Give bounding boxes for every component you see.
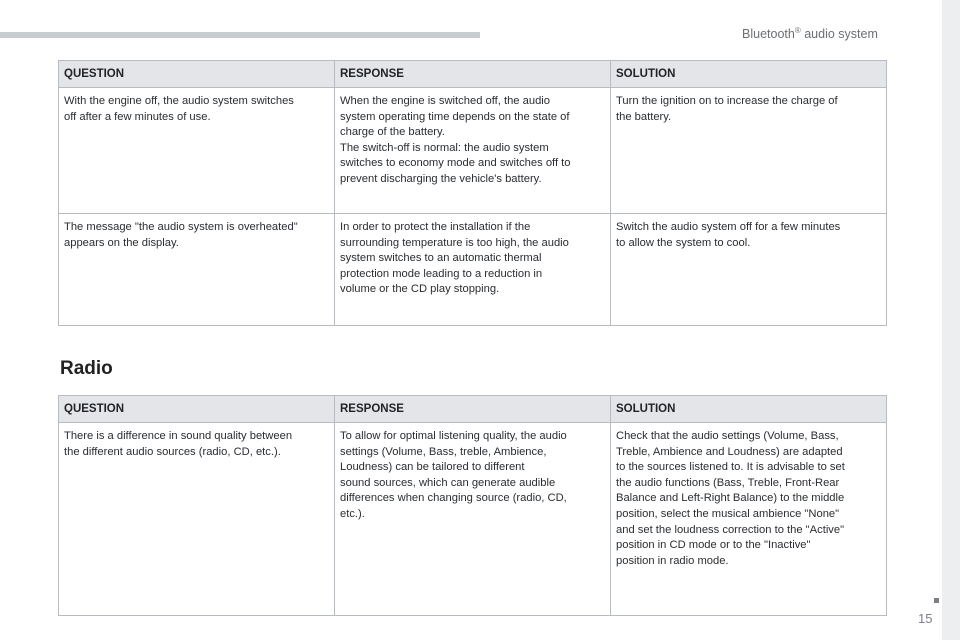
page-marker-dot	[934, 598, 939, 603]
column-header-response: RESPONSE	[335, 61, 611, 88]
response-cell: To allow for optimal listening quality, the audio settings (Volume, Bass, treble, Ambience, Loudness) can be tailored to different sound sources, which can generate audible differences when changing source (radio, CD, etc.).	[335, 423, 611, 616]
page-edge-strip	[942, 0, 960, 640]
page-number: 15	[918, 611, 933, 626]
page-header-title: Bluetooth® audio system	[742, 26, 878, 42]
table-header-row	[59, 396, 887, 423]
response-cell: In order to protect the installation if the surrounding temperature is too high, the audio system switches to an automatic thermal protection mode leading to a reduction in volume or the CD play stopping.	[335, 214, 611, 326]
column-header-response: RESPONSE	[335, 396, 611, 423]
table-row	[59, 423, 887, 616]
solution-cell: Turn the ignition on to increase the charge of the battery.	[611, 88, 887, 214]
response-cell: When the engine is switched off, the audio system operating time depends on the state of charge of the battery. The switch-off is normal: the audio system switches to economy mode and switches off to prevent discharging the vehicle's battery.	[335, 88, 611, 214]
table-row	[59, 214, 887, 326]
faq-table-radio	[58, 395, 887, 616]
question-cell: There is a difference in sound quality between the different audio sources (radio, CD, etc.).	[59, 423, 335, 616]
header-accent-bar	[0, 32, 480, 38]
table-header-row	[59, 61, 887, 88]
section-title-radio: Radio	[60, 358, 113, 379]
column-header-question: QUESTION	[59, 61, 335, 88]
solution-cell: Check that the audio settings (Volume, Bass, Treble, Ambience and Loudness) are adapted to the sources listened to. It is advisable to set the audio functions (Bass, Treble, Front-Rear Balance and Left-Right Balance) to the middle position, select the musical ambience "None" and set the loudness correction to the "Active" position in CD mode or to the "Inactive" position in radio mode.	[611, 423, 887, 616]
question-cell: The message "the audio system is overheated" appears on the display.	[59, 214, 335, 326]
question-cell: With the engine off, the audio system switches off after a few minutes of use.	[59, 88, 335, 214]
column-header-question: QUESTION	[59, 396, 335, 423]
table-row	[59, 88, 887, 214]
solution-cell: Switch the audio system off for a few minutes to allow the system to cool.	[611, 214, 887, 326]
faq-table-audio	[58, 60, 887, 326]
column-header-solution: SOLUTION	[611, 61, 887, 88]
column-header-solution: SOLUTION	[611, 396, 887, 423]
